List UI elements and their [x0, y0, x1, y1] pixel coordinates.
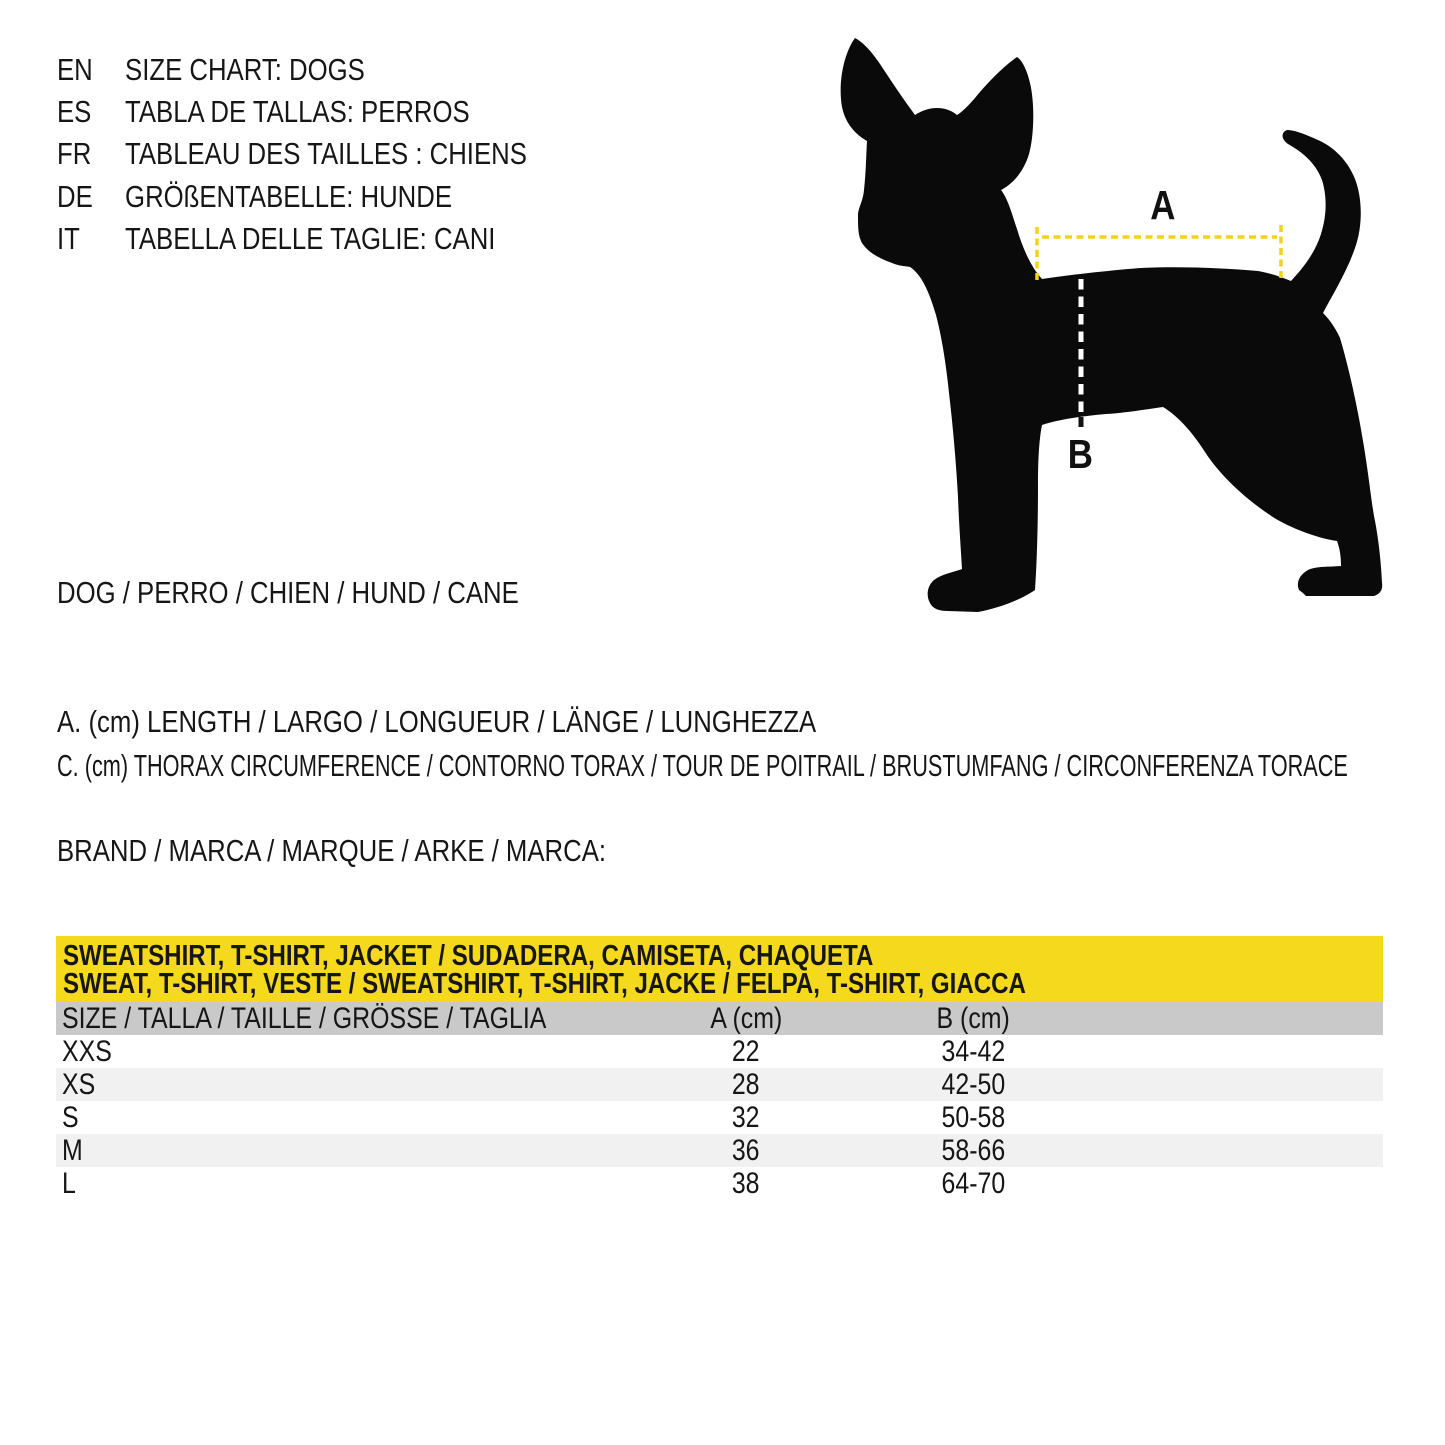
- table-row: [56, 1167, 1383, 1200]
- table-row: [56, 1035, 1383, 1068]
- b-cell: 50-58: [941, 1100, 1005, 1134]
- size-cell: S: [62, 1100, 79, 1134]
- b-cell: 42-50: [941, 1067, 1005, 1101]
- b-cell: 34-42: [941, 1034, 1005, 1068]
- table-header-row: [56, 1002, 1383, 1035]
- measure-a-label: A: [1150, 183, 1176, 229]
- lang-code: DE: [57, 178, 93, 214]
- column-header-size: SIZE / TALLA / TAILLE / GRÖSSE / TAGLIA: [62, 1001, 547, 1035]
- title-text: TABLA DE TALLAS: PERROS: [125, 94, 470, 130]
- lang-code: FR: [57, 136, 92, 172]
- column-header-a: A (cm): [710, 1001, 782, 1035]
- title-row-es: [57, 91, 527, 133]
- lang-code: EN: [57, 52, 93, 88]
- language-title-list: [57, 49, 623, 260]
- a-cell: 32: [732, 1100, 760, 1134]
- size-cell: L: [62, 1166, 76, 1200]
- b-cell: 64-70: [941, 1166, 1005, 1200]
- lang-code: IT: [57, 220, 80, 256]
- table-row: [56, 1068, 1383, 1101]
- column-header-b: B (cm): [936, 1001, 1010, 1035]
- title-row-fr: [57, 133, 527, 175]
- size-table: [56, 936, 1383, 1200]
- title-row-de: [57, 176, 527, 218]
- b-cell: 58-66: [941, 1133, 1005, 1167]
- size-cell: M: [62, 1133, 83, 1167]
- dog-measurement-diagram: [820, 25, 1420, 625]
- animal-label: DOG / PERRO / CHIEN / HUND / CANE: [57, 575, 519, 610]
- garment-types-line-2: SWEAT, T-SHIRT, VESTE / SWEATSHIRT, T-SHIRT, JACKE / FELPA, T-SHIRT, GIACCA: [63, 968, 1026, 1000]
- table-row: [56, 1134, 1383, 1167]
- measure-b-label: B: [1067, 432, 1093, 478]
- size-cell: XS: [62, 1067, 96, 1101]
- size-table-title-band: [56, 936, 1383, 1002]
- title-text: TABELLA DELLE TAGLIE: CANI: [125, 220, 496, 256]
- dog-silhouette: [841, 38, 1383, 612]
- title-text: GRÖßENTABELLE: HUNDE: [125, 178, 452, 214]
- size-cell: XXS: [62, 1034, 112, 1068]
- a-cell: 38: [732, 1166, 760, 1200]
- title-row-en: [57, 49, 527, 91]
- a-cell: 22: [732, 1034, 760, 1068]
- measure-c-description: C. (cm) THORAX CIRCUMFERENCE / CONTORNO TORAX / TOUR DE POITRAIL / BRUSTUMFANG / CIRCONFERENZA TORACE: [57, 748, 1348, 783]
- measure-a-description: A. (cm) LENGTH / LARGO / LONGUEUR / LÄNGE / LUNGHEZZA: [57, 704, 817, 739]
- table-row: [56, 1101, 1383, 1134]
- garment-types-line-1: SWEATSHIRT, T-SHIRT, JACKET / SUDADERA, CAMISETA, CHAQUETA: [63, 940, 874, 972]
- lang-code: ES: [57, 94, 92, 130]
- a-cell: 36: [732, 1133, 760, 1167]
- title-text: TABLEAU DES TAILLES : CHIENS: [125, 136, 527, 172]
- brand-label: BRAND / MARCA / MARQUE / ARKE / MARCA:: [57, 833, 607, 868]
- a-cell: 28: [732, 1067, 760, 1101]
- title-row-it: [57, 218, 527, 260]
- title-text: SIZE CHART: DOGS: [125, 52, 365, 88]
